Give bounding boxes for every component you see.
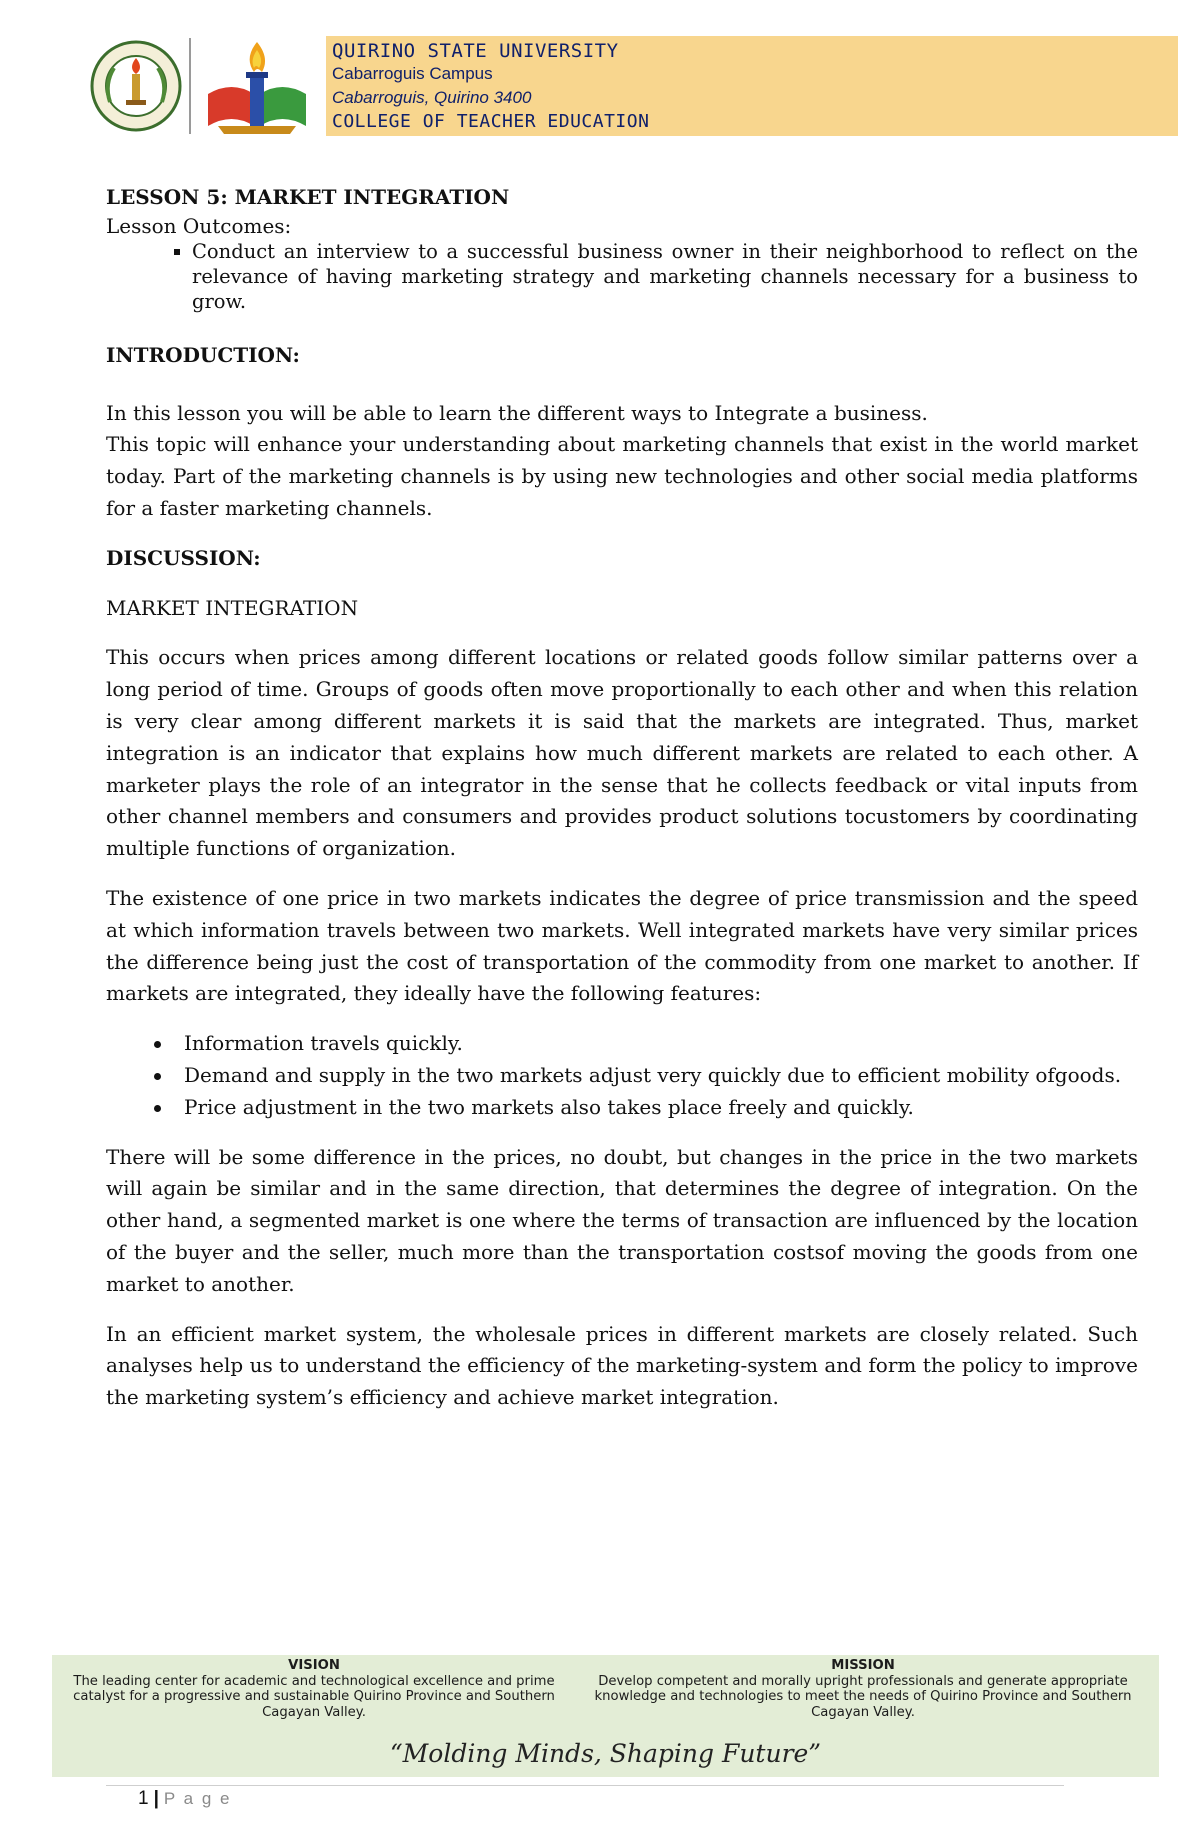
logo-divider (189, 38, 191, 134)
page-number (138, 1788, 231, 1810)
discussion-paragraph: The existence of one price in two markets indicates the degree of price transmission and the speed at which information travels between two markets. Well integrated markets have very similar prices the difference being just the cost of transportation of the commodity from one market to another. If markets are integrated, they ideally have the following features: (106, 885, 1138, 1006)
campus-address: Cabarroguis, Quirino 3400 (332, 88, 532, 107)
introduction-paragraph: This topic will enhance your understanding about marketing channels that exist in the world market today. Part of the marketing channels is by using new technologies and other social media platforms for a faster marketing channels. (106, 432, 1138, 520)
page-number-value: 1 (138, 1788, 149, 1809)
bullet-icon (154, 1105, 161, 1112)
discussion-subheading: MARKET INTEGRATION (106, 595, 359, 620)
college-name: COLLEGE OF TEACHER EDUCATION (332, 111, 650, 132)
university-info-band (326, 36, 1178, 136)
bullet-icon (154, 1041, 161, 1048)
mission-block (580, 1658, 1146, 1720)
college-torch-logo (204, 36, 310, 136)
outcomes-list (106, 239, 1138, 314)
vision-title: VISION (288, 1658, 340, 1673)
university-name: QUIRINO STATE UNIVERSITY (332, 40, 619, 62)
vision-text: The leading center for academic and technological excellence and prime catalyst for a progressive and sustainable Quirino Province and Southern Cagayan Valley. (73, 1673, 555, 1720)
mission-title: MISSION (831, 1658, 895, 1673)
campus-name: Cabarroguis Campus (332, 64, 493, 83)
discussion-paragraph: There will be some difference in the prices, no doubt, but changes in the price in the two markets will again be similar and in the same direction, that determines the degree of integration. On the other hand, a segmented market is one where the terms of transaction are influenced by the location of the buyer and the seller, much more than the transportation costsof moving the goods from one market to another. (106, 1144, 1138, 1296)
outcomes-label: Lesson Outcomes: (106, 213, 292, 238)
vision-block (64, 1658, 564, 1720)
page-footer-rule (106, 1785, 1064, 1786)
document-header (88, 30, 1178, 140)
page-label: P a g e (163, 1789, 232, 1808)
feature-item (106, 1028, 1138, 1060)
outcome-text: Conduct an interview to a successful business owner in their neighborhood to reflect on the relevance of having marketing strategy and marketing channels necessary for a business to grow. (192, 239, 1138, 313)
document-body (106, 182, 1138, 1414)
feature-item (106, 1092, 1138, 1124)
discussion-heading: DISCUSSION: (106, 545, 261, 570)
features-list (106, 1028, 1138, 1123)
discussion-paragraph: In an efficient market system, the wholesale prices in different markets are closely related. Such analyses help us to understand the efficiency of the marketing-system and form the policy to improve the marketing system’s efficiency and achieve market integration. (106, 1321, 1138, 1410)
feature-text: Demand and supply in the two markets adjust very quickly due to efficient mobility ofgoods. (184, 1062, 1122, 1087)
outcome-item (106, 239, 1138, 314)
page-separator: | (153, 1788, 159, 1809)
mission-text: Develop competent and morally upright professionals and generate appropriate knowledge and technologies to meet the needs of Quirino Province and Southern Cagayan Valley. (594, 1673, 1132, 1720)
discussion-paragraph: This occurs when prices among different locations or related goods follow similar patterns over a long period of time. Groups of goods often move proportionally to each other and when this relation is very clear among different markets it is said that the markets are integrated. Thus, market integration is an indicator that explains how much different markets are related to each other. A marketer plays the role of an integrator in the sense that he collects feedback or vital inputs from other channel members and consumers and provides product solutions tocustomers by coordinating multiple functions of organization. (106, 645, 1138, 861)
university-seal-logo (90, 40, 182, 132)
feature-text: Information travels quickly. (184, 1031, 463, 1056)
motto: “Molding Minds, Shaping Future” (389, 1739, 822, 1768)
feature-item (106, 1060, 1138, 1092)
bullet-icon (154, 1073, 161, 1080)
introduction-paragraph: In this lesson you will be able to learn the different ways to Integrate a business. (106, 400, 928, 425)
feature-text: Price adjustment in the two markets also takes place freely and quickly. (184, 1094, 914, 1119)
introduction-heading: INTRODUCTION: (106, 342, 300, 367)
square-bullet-icon (174, 249, 180, 255)
lesson-title: LESSON 5: MARKET INTEGRATION (106, 185, 510, 209)
vision-mission-band (52, 1655, 1159, 1777)
